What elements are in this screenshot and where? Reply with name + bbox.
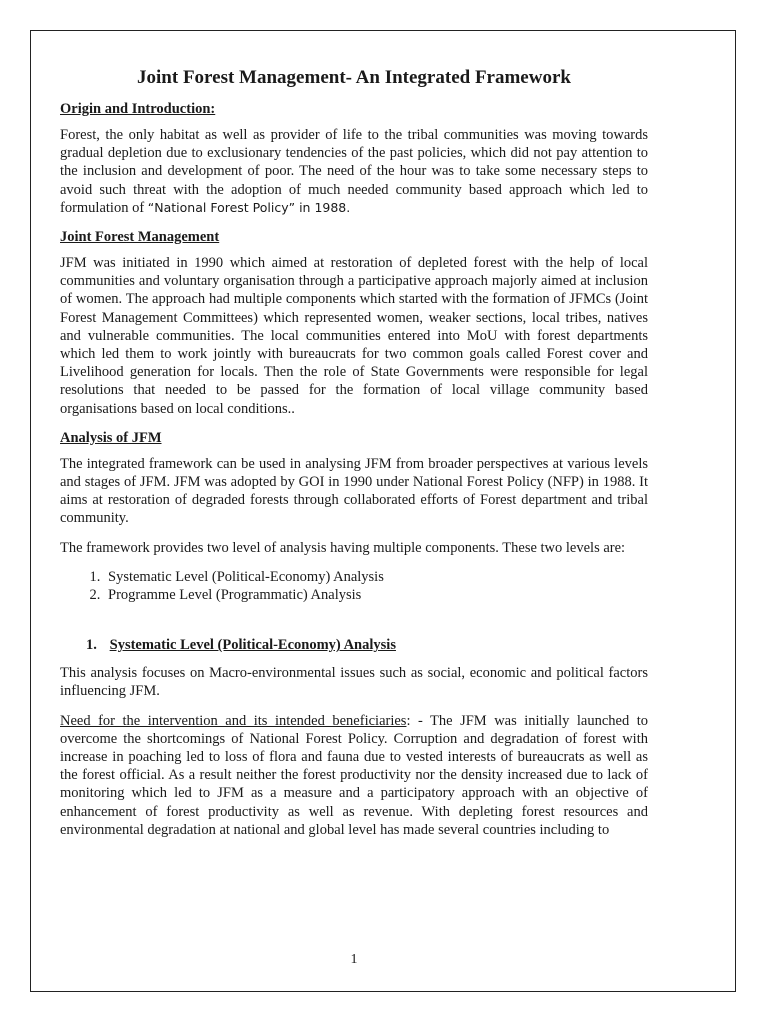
heading-origin: Origin and Introduction: [60,101,216,117]
paragraph-systematic-1: This analysis focuses on Macro-environmental issues such as social, economic and political factors influencing JFM. [60,665,648,700]
page-number: 1 [350,952,358,967]
list-item: 1. Systematic Level (Political-Economy) Analysis [104,568,648,586]
list-item: 2. Programme Level (Programmatic) Analysis [104,586,648,604]
levels-list [60,568,648,604]
heading-analysis: Analysis of JFM [60,429,162,446]
need-label: Need for the intervention and its intended beneficiaries [60,712,407,729]
document-title: Joint Forest Management- An Integrated Framework [137,67,571,88]
paragraph-analysis-2: The framework provides two level of analysis having multiple components. These two levels are: [60,539,626,556]
policy-quote: “National Forest Policy” in 1988. [147,199,351,215]
paragraph-jfm: JFM was initiated in 1990 which aimed at restoration of depleted forest with the help of local communities and voluntary organisation through a participative approach majorly aimed at inclusion of women. The approach had multiple components which started with the formation of JFMCs (Joint Forest Management Committees) which represented women, weaker sections, local tribes, natives and vulnerable communities. The local communities entered into MoU with forest departments which led them to work jointly with bureaucrats for two common goals called Forest cover and Livelihood generation for locals. Then the role of State Governments were responsible for legal resolutions that needed to be passed for the formation of local village community based organisations based on local conditions.. [60,255,648,417]
heading-number: 1. [86,637,97,654]
heading-jfm: Joint Forest Management [60,229,220,246]
document-body [60,40,648,967]
heading-text: Systematic Level (Political-Economy) Analysis [109,637,396,654]
paragraph-origin [60,126,648,217]
paragraph-analysis-1: The integrated framework can be used in analysing JFM from broader perspectives at various levels and stages of JFM. JFM was adopted by GOI in 1990 under National Forest Policy (NFP) in 1988. It aims at restoration of degraded forests through collaborated efforts of Forest department and tribal community. [60,455,648,527]
paragraph-need [60,712,648,839]
need-text: : - The JFM was initially launched to overcome the shortcomings of National Forest Policy. Corruption and degradation of forest with increase in poaching led to loss of flora and fauna due to vested interests of bureaucrats as well as the forest official. As a result neither the forest productivity nor the density increased due to lack of monitoring which led to JFM as a measure and a participatory approach with an objective of enhancement of forest productivity as well as revenue. With depleting forest resources and environmental degradation at national and global level has made several countries including to [60,712,648,838]
origin-text: Forest, the only habitat as well as provider of life to the tribal communities was moving towards gradual depletion due to exclusionary tendencies of the past policies, which did not pay attention to the inclusion and development of poor. The need of the hour was to take some necessary steps to avoid such threat with the adoption of much needed community based approach which led to formulation of [60,127,648,216]
heading-systematic [60,636,648,654]
